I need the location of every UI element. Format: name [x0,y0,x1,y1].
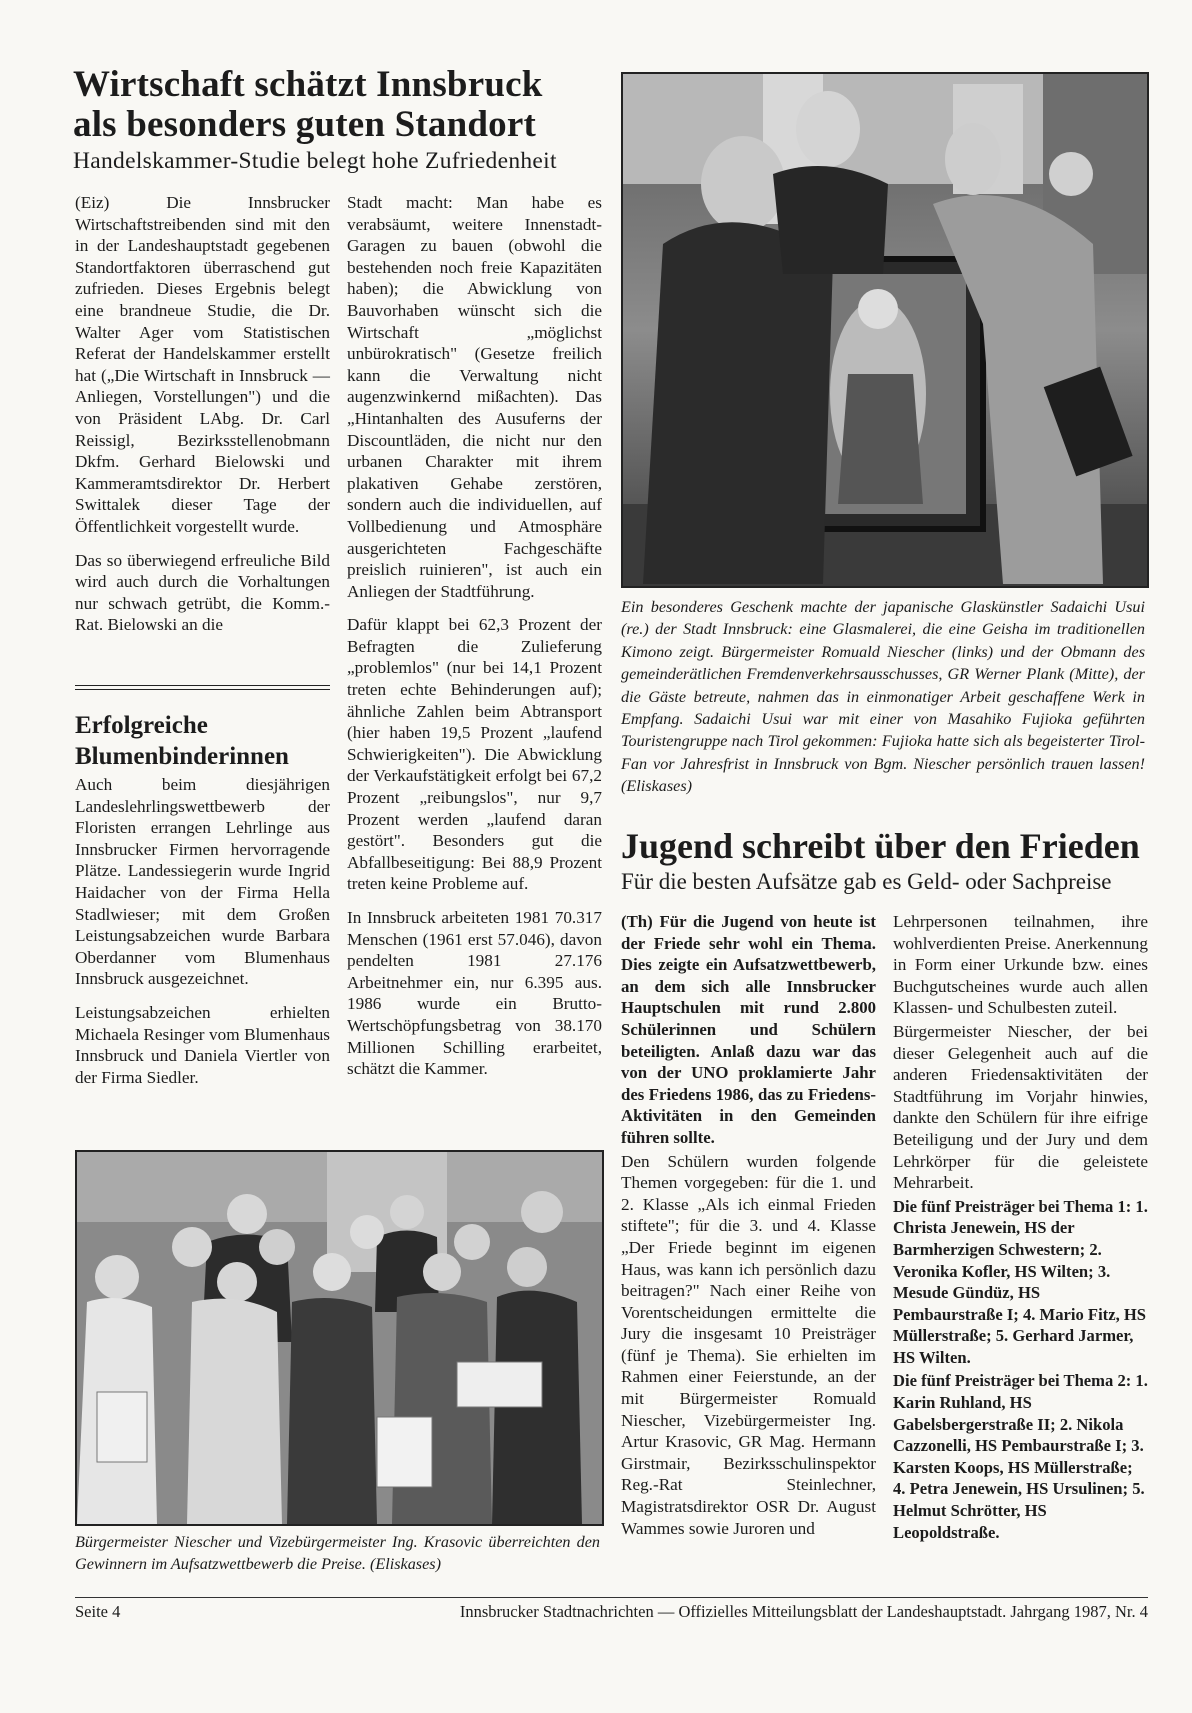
article3-winners-theme1: Die fünf Preisträger bei Thema 1: 1. Christa Jenewein, HS der Barmherzigen Schwestern; 2. Veronika Kofler, HS Wilten; 3. Mesude Gündüz, HS Pembaurstraße I; 4. Mario Fitz, HS Müllerstraße; 5. Gerhard Jarmer, HS Wilten. [893,1196,1148,1367]
photo-award-ceremony-caption: Bürgermeister Niescher und Vizebürgermeister Ing. Krasovic überreichten den Gewinnern im Aufsatzwettbewerb die Preise. (Eliskases) [75,1533,600,1574]
article3-column2 [893,911,1148,1543]
photo-glass-painting-image [623,74,1147,586]
article1-paragraph: In Innsbruck arbeiteten 1981 70.317 Menschen (1961 erst 57.046), davon pendelten 1981 27.176 Arbeitnehmer ein, nur 6.395 aus. 1986 wurde ein Brutto-Wertschöpfungsbetrag von 38.170 Millionen Schilling erarbeitet, schätzt die Kammer. [347,908,602,1079]
article2-title-line2: Blumenbinderinnen [75,743,289,770]
article1-title-line2: als besonders guten Standort [73,104,537,145]
article1-paragraph: (Eiz) Die Innsbrucker Wirtschaftstreibenden sind mit den in der Landeshauptstadt gegebenen Standortfaktoren überraschend gut zufrieden. Dieses Ergebnis belegt eine brandneue Studie, die Dr. Walter Ager vom Statistischen Referat der Handelskammer erstellt hat („Die Wirtschaft in Innsbruck — Anliegen, Vorstellungen") und die von Präsident LAbg. Dr. Carl Reissigl, Bezirksstellenobmann Dkfm. Gerhard Bielowski und Kammeramtsdirektor Dr. Herbert Swittalek dieser Tage der Öffentlichkeit vorgestellt wurde. [75,193,330,536]
article1-header [73,65,613,175]
article2-paragraph: Leistungsabzeichen erhielten Michaela Resinger vom Blumenhaus Innsbruck und Daniela Viertler von der Firma Siedler. [75,1002,330,1087]
article1-subtitle: Handelskammer-Studie belegt hohe Zufriedenheit [73,148,557,174]
article2 [75,710,330,1088]
article1-paragraph: Stadt macht: Man habe es verabsäumt, weitere Innenstadt-Garagen zu bauen (obwohl die bestehenden noch freie Kapazitäten haben); die Abwicklung von Bauvorhaben wünscht sich die Wirtschaft „möglichst unbürokratisch" (Gesetze freilich kann die Verwaltung nicht augenzwinkernd mißachten). Das „Hintanhalten des Ausuferns der Discountläden, die nicht nur den urbanen Charakter mit ihrem plakativen Gehabe zerstören, sondern auch die individuellen, auf Vollbedienung und Atmosphäre ausgerichteten Fachgeschäfte preislich ruinieren", ist auch ein Anliegen der Stadtführung. [347,193,602,601]
footer-rule [75,1597,1148,1598]
article1-paragraph: Dafür klappt bei 62,3 Prozent der Befragten die Zulieferung „problemlos" (nur bei 14,1 Prozent treten echte Behinderungen auf); ähnliche Zahlen beim Abtransport (hier haben 19,5 Prozent „laufend Schwierigkeiten"). Die Abwicklung der Verkaufstätigkeit erfolgt bei 67,2 Prozent „reibungslos", nur 9,7 Prozent werden „laufend daran gestört". Besonders gut die Abfallbeseitigung: Bei 88,9 Prozent treten keine Probleme auf. [347,615,602,894]
article3-title: Jugend schreibt über den Frieden [621,826,1140,866]
article1-paragraph: Das so überwiegend erfreuliche Bild wird auch durch die Vorhaltungen nur schwach getrübt, die Komm.-Rat. Bielowski an die [75,550,330,635]
article2-paragraph: Auch beim diesjährigen Landeslehrlingswettbewerb der Floristen errangen Lehrlinge aus Innsbrucker Firmen hervorragende Plätze. Landessiegerin wurde Ingrid Haidacher von der Firma Hella Stadlwieser; mit dem Großen Leistungsabzeichen wurde Barbara Oberdanner vom Blumenhaus Innsbruck ausgezeichnet. [75,775,330,989]
article2-title-line1: Erfolgreiche [75,712,208,739]
article3-winners-theme2: Die fünf Preisträger bei Thema 2: 1. Karin Ruhland, HS Gabelsbergerstraße II; 2. Nikola Cazzonelli, HS Pembaurstraße I; 3. Karsten Koops, HS Müllerstraße; 4. Petra Jenewein, HS Ursulinen; 5. Helmut Schrötter, HS Leopoldstraße. [893,1371,1148,1542]
photo-glass-painting-caption: Ein besonderes Geschenk machte der japanische Glaskünstler Sadaichi Usui (re.) der Stadt Innsbruck: eine Glasmalerei, die eine Geisha im traditionellen Kimono zeigt. Bürgermeister Romuald Niescher (links) und der Obmann des gemeinderätlichen Fremdenverkehrsausschusses, GR Werner Plank (Mitte), der die Gäste betreute, nahmen das in einmonatiger Arbeit geschaffene Werk in Empfang. Sadaichi Usui war mit einer von Masahiko Fujioka geführten Touristengruppe nach Tirol gekommen: Fujioka hatte sich als begeisterter Tirol-Fan vor Jahresfrist in Innsbruck von Bgm. Niescher persönlich trauen lassen! (Eliskases) [621,598,1145,796]
photo-award-ceremony-caption-box [75,1531,600,1576]
article3-paragraph: Bürgermeister Niescher, der bei dieser Gelegenheit auch auf die anderen Friedensaktivitäten der Stadtführung im Vorjahr hinwies, dankte den Schülern für ihre eifrige Beteiligung und der Jury und dem Lehrkörper für die geleistete Mehrarbeit. [893,1021,1148,1193]
article3-header [621,826,1161,895]
photo-award-ceremony-image [77,1152,602,1524]
photo-glass-painting [621,72,1149,588]
article1-column1 [75,192,330,636]
section-divider [75,685,330,690]
article3-lead: (Th) Für die Jugend von heute ist der Friede sehr wohl ein Thema. Dies zeigte ein Aufsatzwettbewerb, an dem sich alle Innsbrucker Hauptschulen mit rund 2.800 Schülerinnen und Schülern beteiligten. Anlaß dazu war das von der UNO proklamierte Jahr des Friedens 1986, das zu Friedens-Aktivitäten in den Gemeinden führen sollte. [621,912,876,1147]
article3-subtitle: Für die besten Aufsätze gab es Geld- oder Sachpreise [621,869,1112,894]
article1-column2 [347,192,602,1080]
article1-title-line1: Wirtschaft schätzt Innsbruck [73,64,543,105]
photo-award-ceremony [75,1150,604,1526]
article3-paragraph: Den Schülern wurden folgende Themen vorgegeben: für die 1. und 2. Klasse „Als ich einmal Frieden stiftete"; für die 3. und 4. Klasse „Der Friede beginnt im eigenen Haus, was kann ich persönlich dazu beitragen?" Nach einer Reihe von Vorentscheidungen ermittelte die Jury die insgesamt 10 Preisträger (fünf je Thema). Sie erhielten im Rahmen einer Feierstunde, an der mit Bürgermeister Romuald Niescher, Vizebürgermeister Ing. Artur Krasovic, GR Mag. Hermann Girstmair, Bezirksschulinspektor Reg.-Rat Steinlechner, Magistratsdirektor OSR Dr. August Wammes sowie Juroren und [621,1151,876,1538]
footer-publication: Innsbrucker Stadtnachrichten — Offizielles Mitteilungsblatt der Landeshauptstadt. Jahrgang 1987, Nr. 4 [459,1602,1148,1621]
footer-page-number: Seite 4 [75,1602,121,1621]
photo-glass-painting-caption-box [621,596,1145,798]
article3-column1 [621,911,876,1539]
article3-paragraph: Lehrpersonen teilnahmen, ihre wohlverdienten Preise. Anerkennung in Form einer Urkunde bzw. eines Buchgutscheines wurde auch allen Klassen- und Schulbesten zuteil. [893,912,1148,1018]
